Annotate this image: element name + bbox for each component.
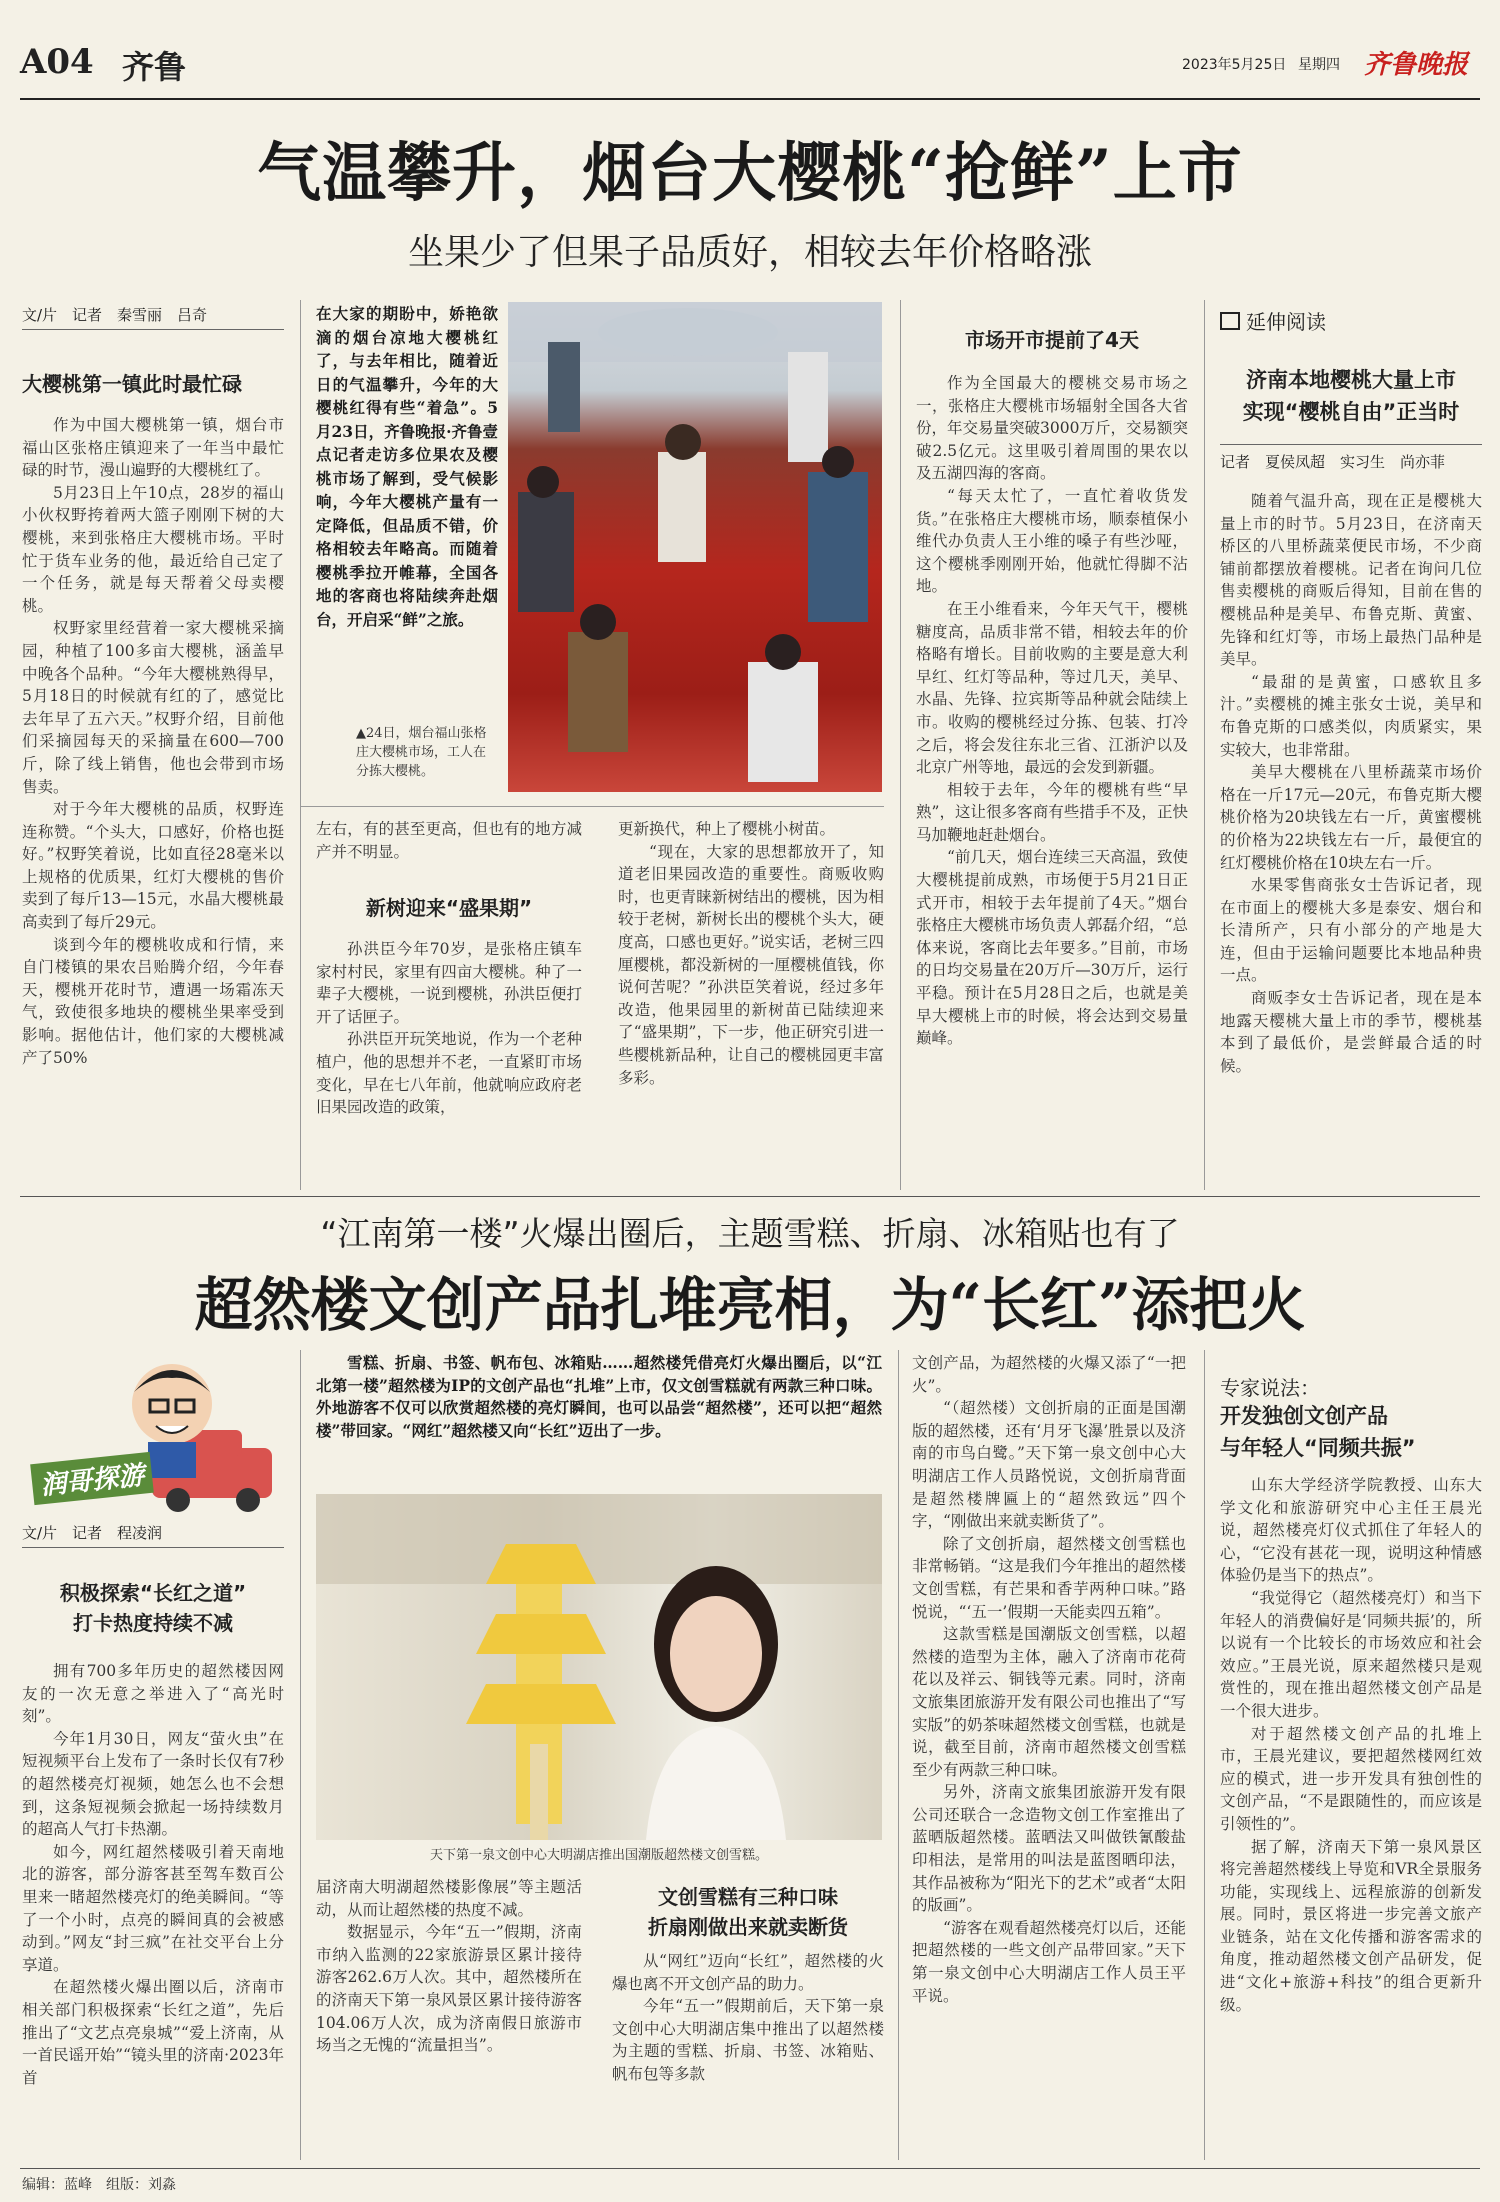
- column-divider: [1204, 300, 1205, 1190]
- story2-col2b-body: 届济南大明湖超然楼影像展”等主题活动，从而让超然楼的热度不减。 数据显示，今年“五一”假期，济南市纳入监测的22家旅游景区累计接待游客262.6万人次。其中，超然楼所在的济南天下第一泉风景区累计接待游客104.06万人次，成为济南假日旅游市场当之无愧的“流量担当”。: [316, 1878, 582, 2055]
- column-divider: [1204, 1350, 1205, 2160]
- issue-weekday: 星期四: [1298, 57, 1340, 73]
- column-divider: [900, 300, 901, 1190]
- column-divider: [898, 1350, 899, 2160]
- story1-col3b-body: 更新换代，种上了樱桃小树苗。 “现在，大家的思想都放开了，知道老旧果园改造的重要性。商贩收购时，也更青睐新树结出的樱桃，因为相较于老树，新树长出的樱桃个头大，硬度高，口感也更好。”说实话，老树三四厘樱桃，都没新树的一厘樱桃值钱，你说何苦呢？”孙洪臣笑着说，经过多年改造，他果园里的新树苗已陆续迎来了“盛果期”，下一步，他正研究引进一些樱桃新品种，让自己的樱桃园更丰富多彩。: [618, 820, 884, 1087]
- sidebar2-tag: 专家说法：: [1220, 1376, 1320, 1400]
- sidebar1-title: 济南本地樱桃大量上市 实现“樱桃自由”正当时: [1242, 368, 1460, 424]
- section-name: 齐鲁: [122, 48, 187, 86]
- story1-photo-caption: ▲24日，烟台福山张格庄大樱桃市场，工人在分拣大樱桃。: [356, 726, 487, 779]
- story1-headline: 气温攀升，烟台大樱桃“抢鲜”上市: [257, 136, 1243, 211]
- story2-photo-caption: 天下第一泉文创中心大明湖店推出国潮版超然楼文创雪糕。: [429, 1848, 768, 1863]
- column-divider: [300, 300, 301, 1190]
- issue-date: 2023年5月25日: [1182, 57, 1287, 73]
- cherry-market-photo: [508, 302, 882, 792]
- story2-section2-title: 文创雪糕有三种口味 折扇刚做出来就卖断货: [648, 1885, 848, 1939]
- reporter-column-logo: [22, 1348, 284, 1518]
- header-rule: [20, 98, 1480, 100]
- footer-credits: 编辑：蓝峰 组版：刘淼: [22, 2177, 176, 2193]
- sidebar2-title: 开发独创文创产品 与年轻人“同频共振”: [1220, 1404, 1416, 1460]
- story2-byline: 文/片 记者 程凌润: [22, 1522, 284, 1548]
- sidebar1-byline: 记者 夏侯凤超 实习生 尚亦菲: [1220, 444, 1482, 476]
- footer-rule: [20, 2168, 1480, 2169]
- ice-cream-photo: [316, 1494, 882, 1840]
- photo-rule: [300, 806, 884, 807]
- story1-col2c-body: 孙洪臣今年70岁，是张格庄镇车家村村民，家里有四亩大樱桃。种了一辈子大樱桃，一说到樱桃，孙洪臣便打开了话匣子。 孙洪臣开玩笑地说，作为一个老种植户，他的思想并不老，一直紧盯市场变化，早在七八年前，他就响应政府老旧果园改造的政策，: [316, 940, 582, 1117]
- story1-col2b-body: 左右，有的甚至更高，但也有的地方减产并不明显。: [316, 820, 582, 861]
- story2-col3b-body: 从“网红”迈向“长红”，超然楼的火爆也离不开文创产品的助力。 今年“五一”假期前后，天下第一泉文创中心大明湖店集中推出了以超然楼为主题的雪糕、折扇、书签、冰箱贴、帆布包等多款: [612, 1952, 884, 2083]
- story2-headline: 超然楼文创产品扎堆亮相，为“长红”添把火: [194, 1271, 1306, 1339]
- story1-section3-title: 市场开市提前了4天: [965, 328, 1139, 352]
- story2-kicker: “江南第一楼”火爆出圈后，主题雪糕、折扇、冰箱贴也有了: [320, 1214, 1180, 1253]
- story1-col1-body: 作为中国大樱桃第一镇，烟台市福山区张格庄镇迎来了一年当中最忙碌的时节，漫山遍野的大樱桃红了。 5月23日上午10点，28岁的福山小伙权野挎着两大篮子刚刚下树的大樱桃，来到张格庄大樱桃市场。平时忙于货车业务的他，最近给自己定了一个任务，就是每天帮着父母卖樱桃。 权野家里经营着一家大樱桃采摘园，种植了100多亩大樱桃，涵盖早中晚各个品种。“今年大樱桃熟得早，5月18日的时候就有红的了，感觉比去年早了五六天。”权野介绍，目前他们采摘园每天的采摘量在600—700斤，除了线上销售，他也会带到市场售卖。 对于今年大樱桃的品质，权野连连称赞。“个头大，口感好，价格也挺好。”权野笑着说，比如直径28毫米以上规格的优质果，红灯大樱桃的售价卖到了每斤13—15元，水晶大樱桃最高卖到了每斤29元。 谈到今年的樱桃收成和行情，来自门楼镇的果农吕贻腾介绍，今年春天，樱桃开花时节，遭遇一场霜冻天气，致使很多地块的樱桃坐果率受到影响。据他估计，他们家的大樱桃减产了50%: [22, 416, 284, 1067]
- story1-byline: 文/片 记者 秦雪丽 吕奇: [22, 304, 284, 330]
- story2-lead: 雪糕、折扇、书签、帆布包、冰箱贴……超然楼凭借亮灯火爆出圈后，以“江北第一楼”超然楼为IP的文创产品也“扎堆”上市，仅文创雪糕就有两款三种口味。外地游客不仅可以欣赏超然楼的亮灯瞬间，也可以品尝“超然楼”，还可以把“超然楼”带回家。“网红”超然楼又向“长红”迈出了一步。: [316, 1353, 882, 1440]
- story1-col4-body: 作为全国最大的樱桃交易市场之一，张格庄大樱桃市场辐射全国各大省份，年交易量突破3000万斤，交易额突破2.5亿元。这里吸引着周围的果农以及五湖四海的客商。 “每天太忙了，一直忙着收货发货。”在张格庄大樱桃市场，顺泰植保小维代办负责人王小维的嗓子有些沙哑，这个樱桃季刚刚开始，他就忙得脚不沾地。 在王小维看来，今年天气干，樱桃糖度高，品质非常不错，相较去年的价格略有增长。目前收购的主要是意大利早红、红灯等品种，等过几天，美早、水晶、先锋、拉宾斯等品种就会陆续上市。收购的樱桃经过分拣、包装、打冷之后，将会发往东北三省、江浙沪以及北京广州等地，最远的会发到新疆。 相较于去年，今年的樱桃有些“早熟”，这让很多客商有些措手不及，正快马加鞭地赶赴烟台。 “前几天，烟台连续三天高温，致使大樱桃提前成熟，市场便于5月21日正式开市，相较于去年提前了4天。”烟台张格庄大樱桃市场负责人郭磊介绍，“总体来说，客商比去年要多。”目前，市场的日均交易量在20万斤—30万斤，运行平稳。预计在5月28日之后，也就是美早大樱桃上市的时候，将会达到交易量巅峰。: [916, 374, 1188, 1048]
- page-number: A04: [20, 42, 94, 82]
- story1-section2-title: 新树迎来“盛果期”: [365, 896, 533, 920]
- column-logo-text: 润哥探游: [30, 1452, 154, 1505]
- story2-col4-body: 文创产品，为超然楼的火爆又添了“一把火”。 “（超然楼）文创折扇的正面是国潮版的超然楼，还有‘月牙飞瀑’胜景以及济南的市鸟白鹭。”天下第一泉文创中心大明湖店工作人员路悦说，文创折扇背面是超然楼牌匾上的“超然致远”四个字，“刚做出来就卖断货了”。 除了文创折扇，超然楼文创雪糕也非常畅销。“这是我们今年推出的超然楼文创雪糕，有芒果和香芋两种口味。”路悦说，“‘五一’假期一天能卖四五箱”。 这款雪糕是国潮版文创雪糕，以超然楼的造型为主体，融入了济南市花荷花以及祥云、铜钱等元素。同时，济南文旅集团旅游开发有限公司也推出了“写实版”的奶茶味超然楼文创雪糕，也就是说，截至目前，济南市超然楼文创雪糕至少有两款三种口味。 另外，济南文旅集团旅游开发有限公司还联合一念造物文创工作室推出了蓝晒版超然楼。蓝晒法又叫做铁氰酸盐印相法，是常用的叫法是蓝图晒印法，其作品被称为“阳光下的艺术”或者“太阳的版画”。 “游客在观看超然楼亮灯以后，还能把超然楼的一些文创产品带回家。”天下第一泉文创中心大明湖店工作人员王平平说。: [912, 1354, 1186, 2005]
- story2-col1-body: 拥有700多年历史的超然楼因网友的一次无意之举进入了“高光时刻”。 今年1月30日，网友“萤火虫”在短视频平台上发布了一条时长仅有7秒的超然楼亮灯视频，她怎么也不会想到，这条短视频会掀起一场持续数月的超高人气打卡热潮。 如今，网红超然楼吸引着天南地北的游客，部分游客甚至驾车数百公里来一睹超然楼亮灯的绝美瞬间。“等了一个小时，点亮的瞬间真的会被感动到。”网友“封三疯”在社交平台上分享道。 在超然楼火爆出圈以后，济南市相关部门积极探索“长红之道”，先后推出了“文艺点亮泉城”“爱上济南，从一首民谣开始”“镜头里的济南·2023年首: [22, 1662, 284, 2087]
- masthead-logo: 齐鲁晚报: [1364, 50, 1469, 80]
- story-divider: [20, 1196, 1480, 1197]
- story1-subhead: 坐果少了但果子品质好，相较去年价格略涨: [407, 232, 1092, 273]
- sidebar1-body: 随着气温升高，现在正是樱桃大量上市的时节。5月23日，在济南天桥区的八里桥蔬菜便民市场，不少商铺前都摆放着樱桃。记者在询问几位售卖樱桃的商贩后得知，目前在售的樱桃品种是美早、布鲁克斯、黄蜜、先锋和红灯等，市场上最热门品种是美早。 “最甜的是黄蜜，口感软且多汁。”卖樱桃的摊主张女士说，美早和布鲁克斯的口感类似，肉质紧实，果实较大，也非常甜。 美早大樱桃在八里桥蔬菜市场价格在一斤17元—20元，布鲁克斯大樱桃价格为20块钱左右一斤，黄蜜樱桃的价格为22块钱左右一斤，最便宜的红灯樱桃价格在10块左右一斤。 水果零售商张女士告诉记者，现在市面上的樱桃大多是泰安、烟台和长清所产，只有小部分的产地是大连，但由于运输问题要比本地品种贵一点。 商贩李女士告诉记者，现在是本地露天樱桃大量上市的季节，樱桃基本到了最低价，是尝鲜最合适的时候。: [1220, 492, 1482, 1075]
- book-icon: [1220, 312, 1240, 330]
- sidebar2-body: 山东大学经济学院教授、山东大学文化和旅游研究中心主任王晨光说，超然楼亮灯仪式抓住了年轻人的心，“它没有甚花一现，说明这种情感体验仍是当下的热点”。 “我觉得它（超然楼亮灯）和当下年轻人的消费偏好是‘同频共振’的，所以说有一个比较长的市场效应和社会效应。”王晨光说，原来超然楼只是观赏性的，现在推出超然楼文创产品是一个很大进步。 对于超然楼文创产品的扎堆上市，王晨光建议，要把超然楼网红效应的模式，进一步开发具有独创性的文创产品，“不是跟随性的，而应该是引领性的”。 据了解，济南天下第一泉风景区将完善超然楼线上导览和VR全景服务功能，实现线上、远程旅游的创新发展。同时，景区将进一步完善文旅产业链条，站在文化传播和游客需求的角度，推动超然楼文创产品研发，促进“文化+旅游+科技”的组合更新升级。: [1220, 1476, 1482, 2014]
- column-divider: [300, 1350, 301, 2160]
- sidebar1-tag: 延伸阅读: [1220, 306, 1326, 335]
- story1-section1-title: 大樱桃第一镇此时最忙碌: [22, 372, 242, 396]
- story1-lead: 在大家的期盼中，娇艳欲滴的烟台凉地大樱桃红了，与去年相比，随着近日的气温攀升，今年的大樱桃红得有些“着急”。5月23日，齐鲁晚报·齐鲁壹点记者走访多位果农及樱桃市场了解到，受气候影响，今年大樱桃产量有一定降低，但品质不错，价格相较去年略高。而随着樱桃季拉开帷幕，全国各地的客商也将陆续奔赴烟台，开启采“鲜”之旅。: [316, 304, 498, 629]
- story2-section1-title: 积极探索“长红之道” 打卡热度持续不减: [59, 1581, 247, 1635]
